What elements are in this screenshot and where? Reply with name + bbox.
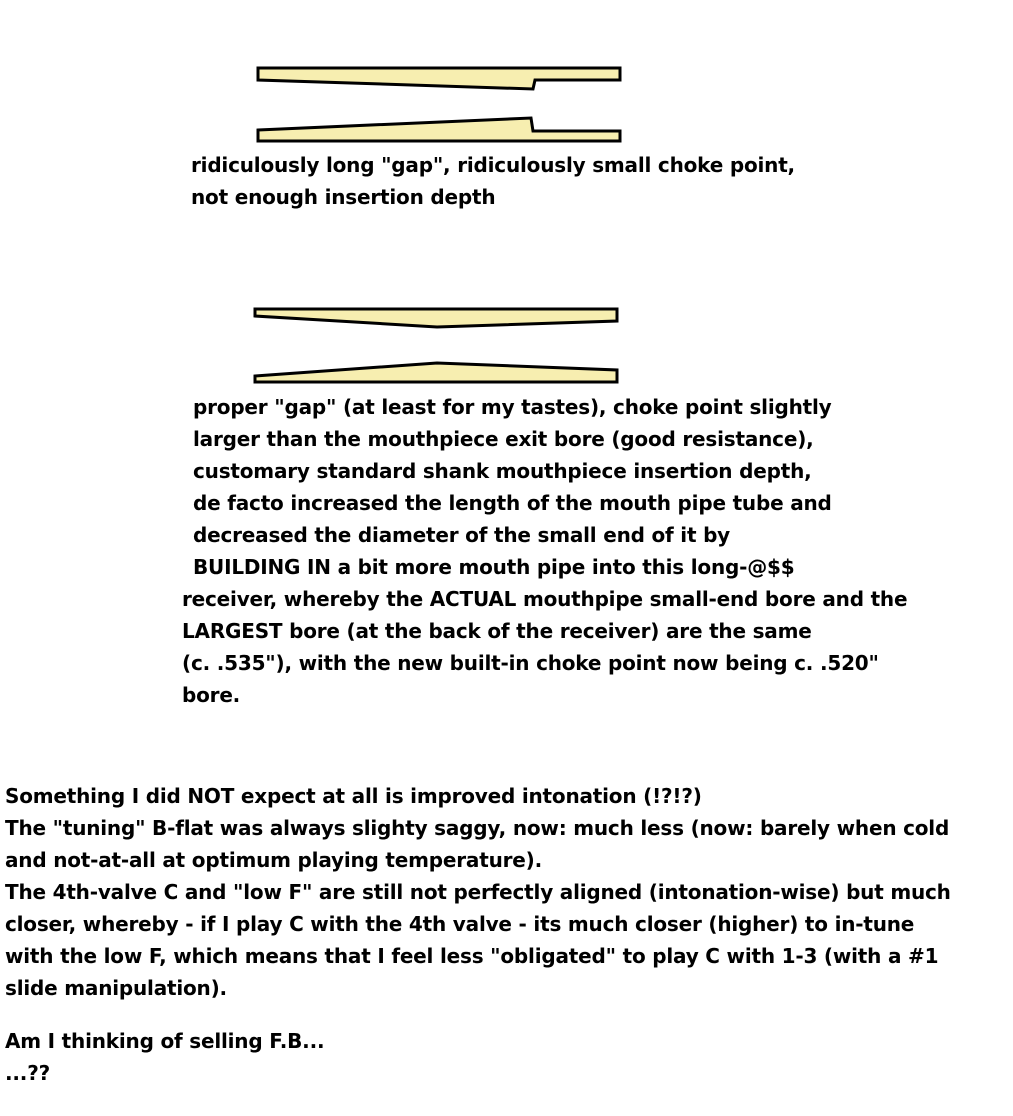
diagram-proper-gap [255,309,617,382]
caption2-line: proper "gap" (at least for my tastes), choke point slightly [193,395,832,419]
body-line: with the low F, which means that I feel less "obligated" to play C with 1-3 (with a #1 [5,944,939,968]
body-line: slide manipulation). [5,976,227,1000]
body-line: and not-at-all at optimum playing temperature). [5,848,542,872]
caption2-line: (c. .535"), with the new built-in choke point now being c. .520" [182,651,879,675]
diagram2-upper-wall [255,309,617,327]
caption2-line: decreased the diameter of the small end of it by [193,523,731,547]
caption2-line: customary standard shank mouthpiece insertion depth, [193,459,812,483]
diagram1-upper-wall [258,68,620,89]
caption2-line: receiver, whereby the ACTUAL mouthpipe small-end bore and the [182,587,908,611]
caption-proper-gap [182,391,907,711]
caption2-line: LARGEST bore (at the back of the receiver) are the same [182,619,812,643]
body-line: Am I thinking of selling F.B... [5,1029,325,1053]
caption1-line: not enough insertion depth [191,185,496,209]
body-line: ...?? [5,1061,50,1085]
caption2-line: de facto increased the length of the mouth pipe tube and [193,491,832,515]
caption2-line: BUILDING IN a bit more mouth pipe into this long-@$$ [193,555,795,579]
body-text [5,780,951,1089]
body-line: Something I did NOT expect at all is improved intonation (!?!?) [5,784,702,808]
diagram1-lower-wall [258,118,620,141]
diagram2-lower-wall [255,363,617,382]
body-line: The 4th-valve C and "low F" are still not perfectly aligned (intonation-wise) but much [5,880,951,904]
caption2-line: larger than the mouthpiece exit bore (good resistance), [193,427,814,451]
body-line: closer, whereby - if I play C with the 4th valve - its much closer (higher) to in-tune [5,912,915,936]
caption1-line: ridiculously long "gap", ridiculously small choke point, [191,153,795,177]
body-line: The "tuning" B-flat was always slighty saggy, now: much less (now: barely when cold [5,816,950,840]
caption2-line: bore. [182,683,241,707]
caption-long-gap [191,149,795,213]
diagram-long-gap [258,68,620,141]
